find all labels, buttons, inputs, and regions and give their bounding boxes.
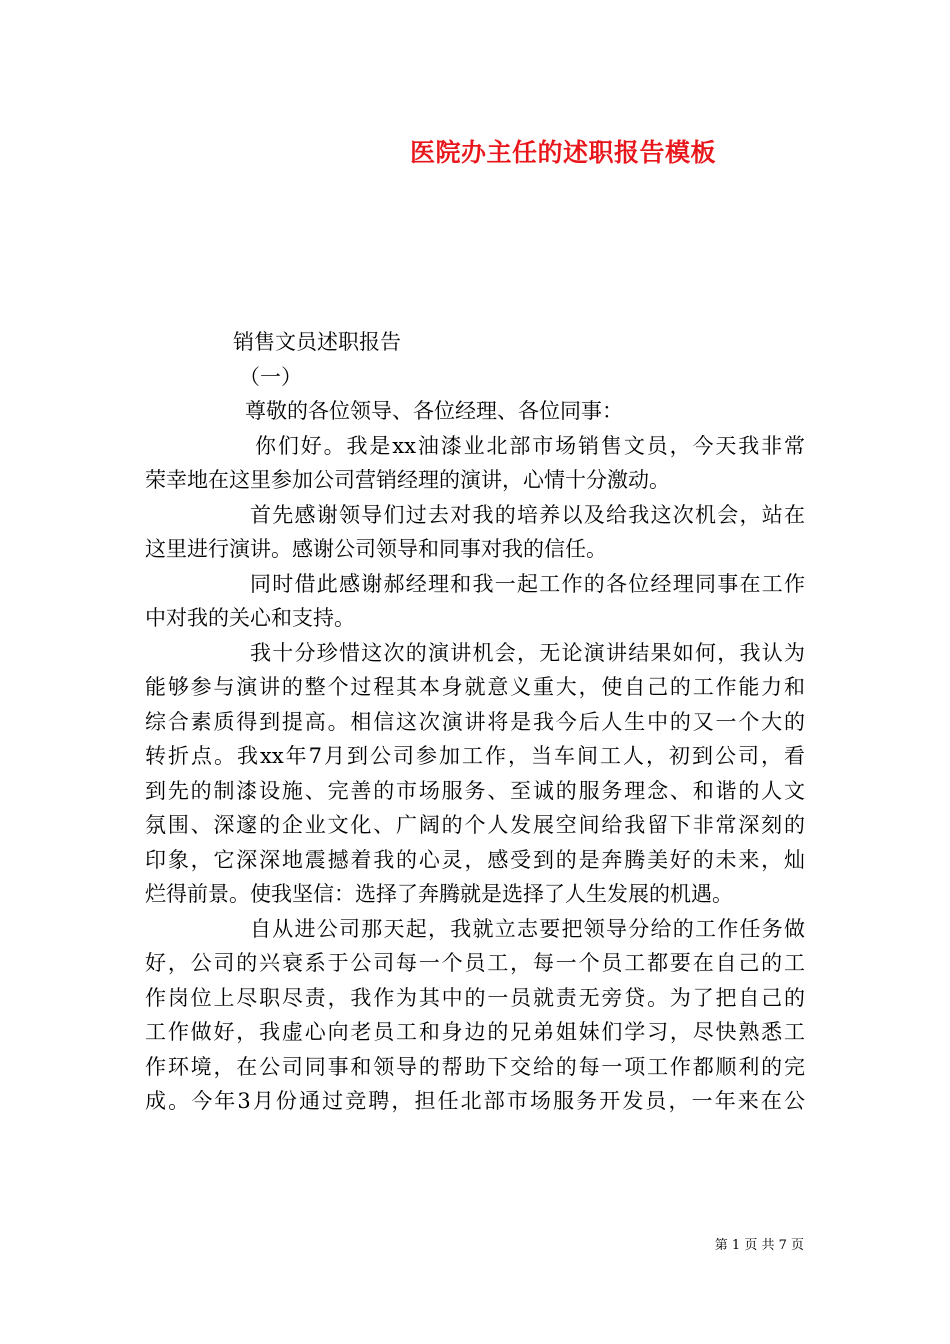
document-title: 医院办主任的述职报告模板 xyxy=(410,138,717,167)
document-body xyxy=(145,325,805,1119)
paragraph-line: 首先感谢领导们过去对我的培养以及给我这次机会，站在 xyxy=(250,502,805,527)
paragraph-line: 作环境，在公司同事和领导的帮助下交给的每一项工作都顺利的完 xyxy=(145,1054,805,1079)
paragraph-line: 作岗位上尽职尽责，我作为其中的一员就责无旁贷。为了把自己的 xyxy=(145,985,805,1010)
paragraph-line: 综合素质得到提高。相信这次演讲将是我今后人生中的又一个大的 xyxy=(145,709,805,734)
paragraph-line: 到先的制漆设施、完善的市场服务、至诚的服务理念、和谐的人文 xyxy=(145,778,805,803)
paragraph-line: 工作做好，我虚心向老员工和身边的兄弟姐妹们学习，尽快熟悉工 xyxy=(145,1020,805,1044)
paragraph-line: 这里进行演讲。感谢公司领导和同事对我的信任。 xyxy=(145,537,607,561)
paragraph-line: 烂得前景。使我坚信：选择了奔腾就是选择了人生发展的机遇。 xyxy=(145,882,733,906)
paragraph-line: 印象，它深深地震撼着我的心灵，感受到的是奔腾美好的未来，灿 xyxy=(145,847,805,872)
part-label: （一） xyxy=(239,364,302,389)
paragraph-line: 好，公司的兴衰系于公司每一个员工，每一个员工都要在自己的工 xyxy=(145,951,805,975)
paragraph-line: 成。今年3月份通过竞聘，担任北部市场服务开发员，一年来在公 xyxy=(145,1089,805,1113)
paragraph-line: 你们好。我是xx油漆业北部市场销售文员，今天我非常 xyxy=(255,433,805,458)
paragraph-line: 荣幸地在这里参加公司营销经理的演讲，心情十分激动。 xyxy=(145,468,670,492)
paragraph-line: 自从进公司那天起，我就立志要把领导分给的工作任务做 xyxy=(250,916,805,941)
paragraph-line: 我十分珍惜这次的演讲机会，无论演讲结果如何，我认为 xyxy=(250,640,805,665)
paragraph-line: 同时借此感谢郝经理和我一起工作的各位经理同事在工作 xyxy=(250,571,805,596)
paragraph-line: 能够参与演讲的整个过程其本身就意义重大，使自己的工作能力和 xyxy=(145,675,805,699)
paragraph-line: 氛围、深邃的企业文化、广阔的个人发展空间给我留下非常深刻的 xyxy=(145,813,805,837)
greeting-line: 尊敬的各位领导、各位经理、各位同事： xyxy=(245,399,623,423)
paragraph-line: 中对我的关心和支持。 xyxy=(145,606,355,630)
document-subtitle: 销售文员述职报告 xyxy=(233,330,401,354)
page-indicator: 第 1 页 共 7 页 xyxy=(714,1238,804,1253)
paragraph-line: 转折点。我xx年7月到公司参加工作，当车间工人，初到公司，看 xyxy=(145,744,805,768)
